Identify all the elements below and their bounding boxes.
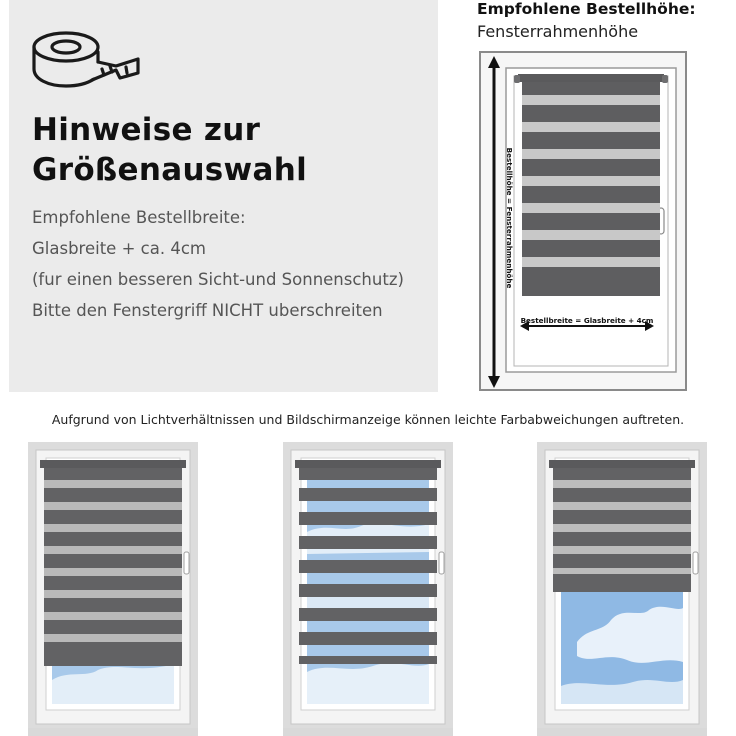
color-deviation-note: Aufgrund von Lichtverhältnissen und Bildschirmanzeige können leichte Farbabweichungen auftreten. xyxy=(51,412,685,427)
width-measure-label: Bestellbreite = Glasbreite + 4cm xyxy=(520,316,654,325)
hint-line-handle: Bitte den Fenstergriff NICHT uberschreiten xyxy=(32,301,383,320)
guide-headline xyxy=(32,110,307,190)
hint-line-width-title: Empfohlene Bestellbreite: xyxy=(32,208,246,227)
measuring-tape-icon xyxy=(30,28,150,98)
hint-line-width-formula: Glasbreite + ca. 4cm xyxy=(32,239,206,258)
hint-line-reason: (fur einen besseren Sicht-und Sonnenschutz) xyxy=(32,270,404,289)
measurement-diagram xyxy=(474,48,692,396)
window-photo-half-raised xyxy=(537,442,707,736)
height-hint-subtitle: Fensterrahmenhöhe xyxy=(477,22,639,41)
headline-line-1: Hinweise zur xyxy=(32,112,261,148)
window-photo-closed xyxy=(28,442,198,736)
height-hint-title: Empfohlene Bestellhöhe: xyxy=(477,0,696,18)
height-measure-label: Bestellhöhe = Fensterrahmenhöhe xyxy=(505,147,514,289)
window-photo-open-slats xyxy=(283,442,453,736)
size-hints xyxy=(32,204,404,328)
headline-line-2: Größenauswahl xyxy=(32,152,308,188)
